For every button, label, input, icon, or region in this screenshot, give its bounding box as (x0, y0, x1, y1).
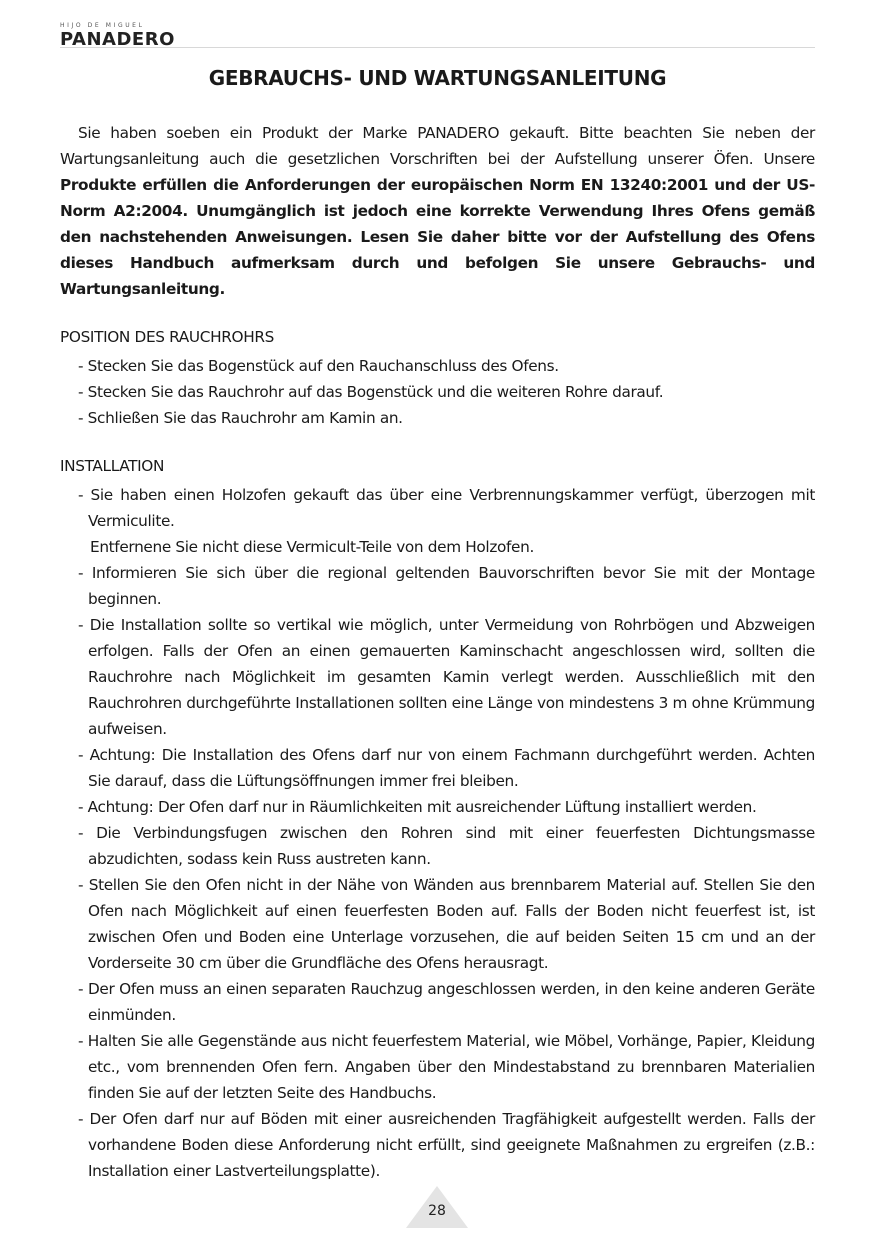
list-item: - Achtung: Die Installation des Ofens darf nur von einem Fachmann durchgeführt werden. Achten Sie darauf, dass die Lüftungsöffnungen immer frei bleiben. (78, 746, 815, 790)
section-position (60, 324, 815, 431)
installation-list (60, 482, 815, 1184)
position-list (60, 353, 815, 431)
logo-tagline: HIJO DE MIGUEL (60, 22, 145, 29)
section-installation (60, 453, 815, 1184)
page-number-badge (406, 1186, 468, 1228)
list-item: - Die Installation sollte so vertikal wie möglich, unter Vermeidung von Rohrbögen und Abzweigen erfolgen. Falls der Ofen an einen gemauerten Kaminschacht angeschlossen wird, sollten die Rauchrohre nach Möglichkeit im gesamten Kamin verlegt werden. Ausschließlich mit den Rauchrohren durchgeführte Installationen sollten eine Länge von mindestens 3 m ohne Krümmung aufweisen. (78, 616, 815, 738)
list-item-subline: Entfernene Sie nicht diese Vermicult-Teile von dem Holzofen. (90, 538, 534, 556)
header-divider (60, 47, 815, 48)
logo-wordmark: PANADERO (60, 29, 175, 50)
list-item: - Achtung: Der Ofen darf nur in Räumlichkeiten mit ausreichender Lüftung installiert werden. (78, 798, 757, 816)
list-item: - Stecken Sie das Bogenstück auf den Rauchanschluss des Ofens. (78, 357, 559, 375)
list-item: - Halten Sie alle Gegenstände aus nicht feuerfestem Material, wie Möbel, Vorhänge, Papier, Kleidung etc., vom brennenden Ofen fern. Angaben über den Mindestabstand zu brennbaren Materialien finden Sie auf der letzten Seite des Handbuchs. (78, 1032, 815, 1102)
page-number: 28 (428, 1203, 446, 1219)
section-heading-installation: INSTALLATION (60, 457, 165, 475)
intro-paragraph (60, 120, 815, 302)
list-item: - Die Verbindungsfugen zwischen den Rohren sind mit einer feuerfesten Dichtungsmasse abzudichten, sodass kein Russ austreten kann. (78, 824, 815, 868)
page-title: GEBRAUCHS- UND WARTUNGSANLEITUNG (208, 66, 667, 90)
document-body (60, 120, 815, 1184)
list-item: - Informieren Sie sich über die regional geltenden Bauvorschriften bevor Sie mit der Montage beginnen. (78, 564, 815, 608)
list-item-text: - Sie haben einen Holzofen gekauft das über eine Verbrennungskammer verfügt, überzogen mit Vermiculite. (78, 486, 815, 530)
section-heading-position: POSITION DES RAUCHROHRS (60, 328, 275, 346)
brand-logo (60, 22, 175, 50)
list-item: - Stecken Sie das Rauchrohr auf das Bogenstück und die weiteren Rohre darauf. (78, 383, 664, 401)
list-item: - Schließen Sie das Rauchrohr am Kamin an. (78, 409, 403, 427)
list-item: - Der Ofen muss an einen separaten Rauchzug angeschlossen werden, in den keine anderen Geräte einmünden. (78, 980, 815, 1024)
list-item (78, 482, 815, 560)
list-item: - Der Ofen darf nur auf Böden mit einer ausreichenden Tragfähigkeit aufgestellt werden. Falls der vorhandene Boden diese Anforderung nicht erfüllt, sind geeignete Maßnahmen zu ergreifen (z.B.: Installation einer Lastverteilungsplatte). (78, 1110, 815, 1180)
list-item: - Stellen Sie den Ofen nicht in der Nähe von Wänden aus brennbarem Material auf. Stellen Sie den Ofen nach Möglichkeit auf einen feuerfesten Boden auf. Falls der Boden nicht feuerfest ist, ist zwischen Ofen und Boden eine Unterlage vorzusehen, die auf beiden Seiten 15 cm und an der Vorderseite 30 cm über die Grundfläche des Ofens herausragt. (78, 876, 815, 972)
intro-bold-text: Produkte erfüllen die Anforderungen der europäischen Norm EN 13240:2001 und der US-Norm A2:2004. Unumgänglich ist jedoch eine korrekte Verwendung Ihres Ofens gemäß den nachstehenden Anweisungen. Lesen Sie daher bitte vor der Aufstellung des Ofens dieses Handbuch aufmerksam durch und befolgen Sie unsere Gebrauchs- und Wartungsanleitung. (60, 176, 815, 298)
intro-text: Sie haben soeben ein Produkt der Marke PANADERO gekauft. Bitte beachten Sie neben der Wartungsanleitung auch die gesetzlichen Vorschriften bei der Aufstellung unserer Öfen. Unsere (60, 124, 815, 168)
